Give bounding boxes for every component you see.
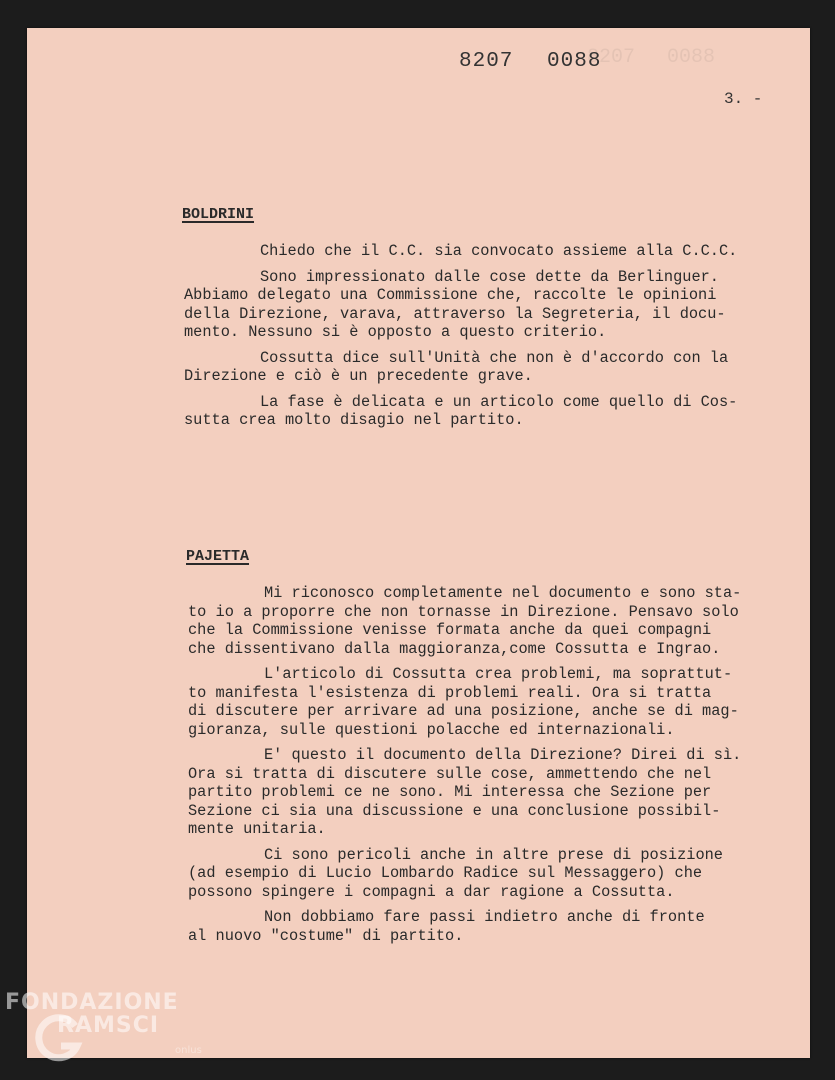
document-number-bleed-through: 8207 0088 <box>587 46 716 69</box>
paragraph: Mi riconosco completamente nel documento e sono sta- to io a proporre che non tornasse in Direzione. Pensavo solo che la Commissione venisse formata anche da quei compagni che dissentivano dalla maggioranza,come Cossutta e Ingrao. <box>188 584 742 658</box>
document-page <box>27 28 810 1058</box>
paragraph: Cossutta dice sull'Unità che non è d'accordo con la Direzione e ciò è un precedente grave. <box>184 348 729 385</box>
speech-block <box>184 242 737 437</box>
paragraph: Ci sono pericoli anche in altre prese di posizione (ad esempio di Lucio Lombardo Radice sul Messaggero) che possono spingere i compagni a dar ragione a Cossutta. <box>188 845 723 901</box>
watermark-onlus: onlus <box>175 1045 202 1056</box>
paragraph: E' questo il documento della Direzione? Direi di sì. Ora si tratta di discutere sulle cose, ammettendo che nel partito problemi ce ne sono. Mi interessa che Sezione per Sezione ci sia una discussione e una conclusione possibil- mente unitaria. <box>188 746 742 838</box>
paragraph: La fase è delicata e un articolo come quello di Cos- sutta crea molto disagio nel partito. <box>184 392 738 429</box>
paragraph: L'articolo di Cossutta crea problemi, ma soprattut- to manifesta l'esistenza di problemi reali. Ora si tratta di discutere per arrivare ad una posizione, anche se di mag- gioranza, sulle questioni polacche ed internazionali. <box>188 665 739 739</box>
speaker-heading: BOLDRINI <box>182 206 255 223</box>
fondazione-gramsci-watermark <box>5 990 202 1056</box>
speaker-heading: PAJETTA <box>186 548 250 565</box>
speech-block <box>188 584 741 952</box>
paragraph: Sono impressionato dalle cose dette da Berlinguer. Abbiamo delegato una Commissione che, raccolte le opinioni della Direzione, varava, attraverso la Segreteria, il docu- mento. Nessuno si è opposto a questo criterio. <box>184 267 726 341</box>
watermark-line2: RAMSCI <box>57 1013 160 1038</box>
page-number: 3. - <box>724 90 763 108</box>
g-logo-icon <box>33 1012 85 1064</box>
watermark-line1: FONDAZIONE <box>5 990 179 1015</box>
document-number: 8207 0088 <box>459 50 602 73</box>
paragraph: Chiedo che il C.C. sia convocato assieme alla C.C.C. <box>260 242 738 260</box>
paragraph: Non dobbiamo fare passi indietro anche di fronte al nuovo "costume" di partito. <box>188 908 705 945</box>
